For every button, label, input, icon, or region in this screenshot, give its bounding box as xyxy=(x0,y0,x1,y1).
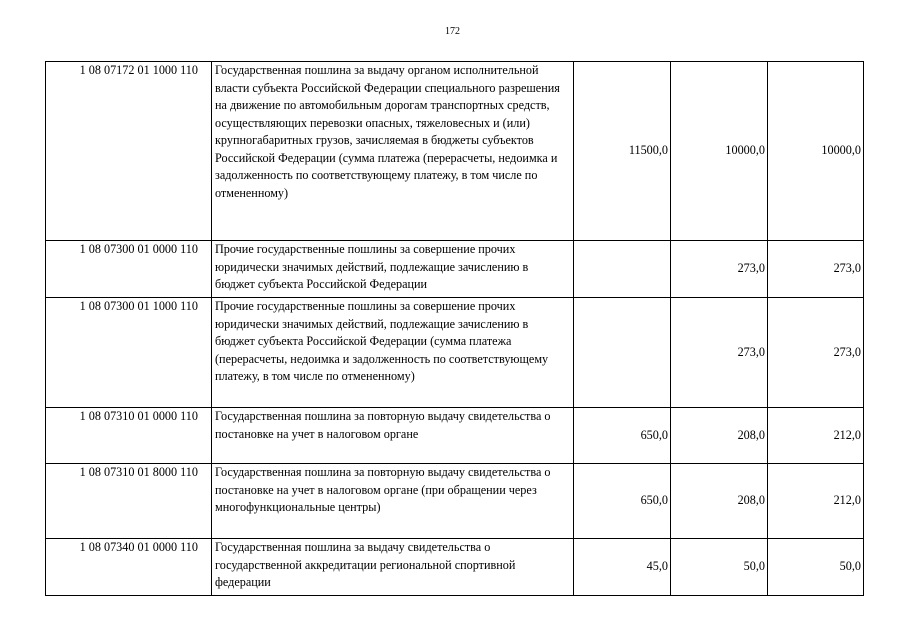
amount-year3-cell: 273,0 xyxy=(768,298,864,408)
amount-year2-cell: 50,0 xyxy=(671,539,768,596)
table-row xyxy=(46,298,864,408)
revenue-code-cell: 1 08 07300 01 0000 110 xyxy=(46,241,212,298)
page-number: 172 xyxy=(445,26,460,37)
amount-year2-cell: 208,0 xyxy=(671,464,768,539)
amount-year1-cell: 11500,0 xyxy=(574,62,671,241)
table-row xyxy=(46,539,864,596)
revenue-code-cell: 1 08 07310 01 8000 110 xyxy=(46,464,212,539)
revenue-name-cell: Государственная пошлина за повторную выдачу свидетельства о постановке на учет в налоговом органе (при обращении через многофункциональные центры) xyxy=(212,464,574,539)
table-row xyxy=(46,241,864,298)
amount-year3-cell: 212,0 xyxy=(768,408,864,464)
amount-year3-cell: 273,0 xyxy=(768,241,864,298)
revenue-code-cell: 1 08 07340 01 0000 110 xyxy=(46,539,212,596)
amount-year1-cell: 45,0 xyxy=(574,539,671,596)
revenue-name-cell: Государственная пошлина за выдачу органом исполнительной власти субъекта Российской Федерации специального разрешения на движение по автомобильным дорогам транспортных средств, осуществляющих перевозки опасных, тяжеловесных и (или) крупногабаритных грузов, зачисляемая в бюджеты субъектов Российской Федерации (сумма платежа (перерасчеты, недоимка и задолженность по соответствующему платежу, в том числе по отмененному) xyxy=(212,62,574,241)
budget-revenue-table xyxy=(45,61,864,596)
amount-year1-cell xyxy=(574,241,671,298)
amount-year3-cell: 50,0 xyxy=(768,539,864,596)
amount-year3-cell: 212,0 xyxy=(768,464,864,539)
revenue-name-cell: Государственная пошлина за повторную выдачу свидетельства о постановке на учет в налоговом органе xyxy=(212,408,574,464)
amount-year2-cell: 273,0 xyxy=(671,298,768,408)
table-row xyxy=(46,62,864,241)
table-row xyxy=(46,464,864,539)
revenue-code-cell: 1 08 07300 01 1000 110 xyxy=(46,298,212,408)
amount-year1-cell: 650,0 xyxy=(574,464,671,539)
revenue-code-cell: 1 08 07310 01 0000 110 xyxy=(46,408,212,464)
table-row xyxy=(46,408,864,464)
amount-year2-cell: 10000,0 xyxy=(671,62,768,241)
amount-year3-cell: 10000,0 xyxy=(768,62,864,241)
revenue-name-cell: Прочие государственные пошлины за совершение прочих юридически значимых действий, подлежащие зачислению в бюджет субъекта Российской Федерации (сумма платежа (перерасчеты, недоимка и задолженность по соответствующему платежу, в том числе по отмененному) xyxy=(212,298,574,408)
amount-year2-cell: 208,0 xyxy=(671,408,768,464)
amount-year2-cell: 273,0 xyxy=(671,241,768,298)
revenue-code-cell: 1 08 07172 01 1000 110 xyxy=(46,62,212,241)
amount-year1-cell xyxy=(574,298,671,408)
revenue-name-cell: Прочие государственные пошлины за совершение прочих юридически значимых действий, подлежащие зачислению в бюджет субъекта Российской Федерации xyxy=(212,241,574,298)
revenue-name-cell: Государственная пошлина за выдачу свидетельства о государственной аккредитации региональной спортивной федерации xyxy=(212,539,574,596)
amount-year1-cell: 650,0 xyxy=(574,408,671,464)
